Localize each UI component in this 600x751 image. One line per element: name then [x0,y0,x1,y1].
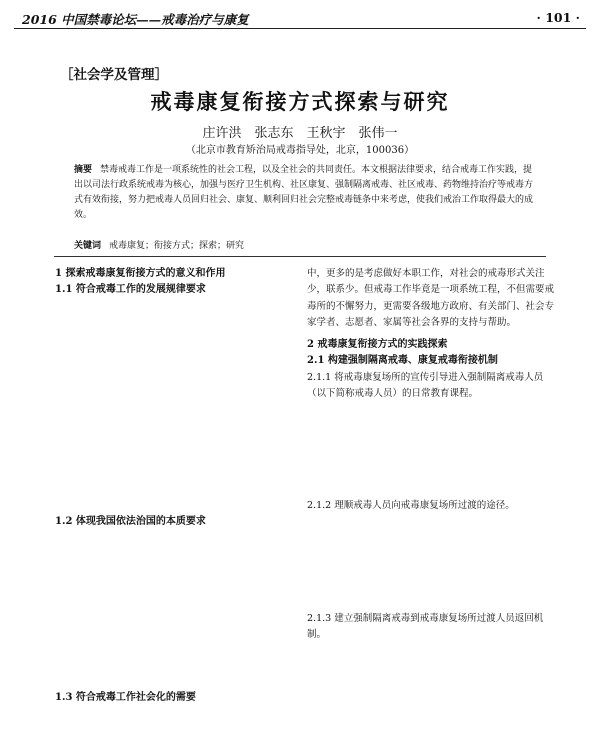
paragraph-cont: 中，更多的是考虑做好本职工作，对社会的戒毒形式关注少，联系少。但戒毒工作毕竟是一项系统工程，不但需要戒毒所的不懈努力，更需要各级地方政府、有关部门、社会专家学者、志愿者、家属等社会各界的支持与帮助。 [307,268,555,328]
authors: 庄许洪 张志东 王秋宇 张伟一 [202,126,398,141]
heading-1-2: 1.2 体现我国依法治国的本质要求 [55,515,206,527]
running-header [14,8,586,29]
heading-2: 2 戒毒康复衔接方式的实践探索 [307,339,448,351]
paragraph-1-1-space [55,299,305,514]
abstract [74,163,540,223]
heading-1-1: 1.1 符合戒毒工作的发展规律要求 [55,284,206,296]
heading-1: 1 探索戒毒康复衔接方式的意义和作用 [55,268,226,279]
paragraph-2-1-2: 2.1.2 理顺戒毒人员向戒毒康复场所过渡的途径。 [307,500,515,512]
divider [54,256,546,257]
heading-2-1: 2.1 构建强制隔离戒毒、康复戒毒衔接机制 [307,355,498,367]
affiliation: （北京市教育矫治局戒毒指导处，北京，100036） [185,145,415,156]
keywords-label: 关键词 [74,241,102,251]
paragraph-2-1-1-space [307,402,557,498]
keywords [74,238,244,251]
paragraph-2-1-1: 2.1.1 将戒毒康复场所的宣传引导进入强制隔离戒毒人员（以下简称戒毒人员）的日常教育课程。 [307,371,544,400]
journal-title: 2016 中国禁毒论坛——戒毒治疗与康复 [22,12,249,27]
right-column [307,266,557,643]
paragraph-2-1-3: 2.1.3 建立强制隔离戒毒到戒毒康复场所过渡人员返回机制。 [307,612,544,640]
paragraph-2-1-2-space [307,515,557,611]
left-column [55,266,305,706]
heading-1-3: 1.3 符合戒毒工作社会化的需要 [55,691,196,703]
abstract-label: 摘要 [74,165,93,175]
section-tag: ［社会学及管理］ [60,67,168,83]
page-number: · 101 · [536,10,580,25]
keywords-text: 戒毒康复；衔接方式；探索；研究 [109,241,245,251]
abstract-text: 禁毒戒毒工作是一项系统性的社会工程，以及全社会的共同责任。本文根据法律要求，结合戒毒工作实践，提出以司法行政系统戒毒为核心，加强与医疗卫生机构、社区康复、强制隔离戒毒、社区戒毒、药物维持治疗等戒毒方式有效衔接，努力把戒毒人员回归社会、康复、顺利回归社会完整戒毒链条中来考虑，使我们戒治工作取得最大的成效。 [74,165,534,220]
paper-title: 戒毒康复衔接方式探索与研究 [150,90,450,114]
paragraph-1-2-space [55,530,305,690]
